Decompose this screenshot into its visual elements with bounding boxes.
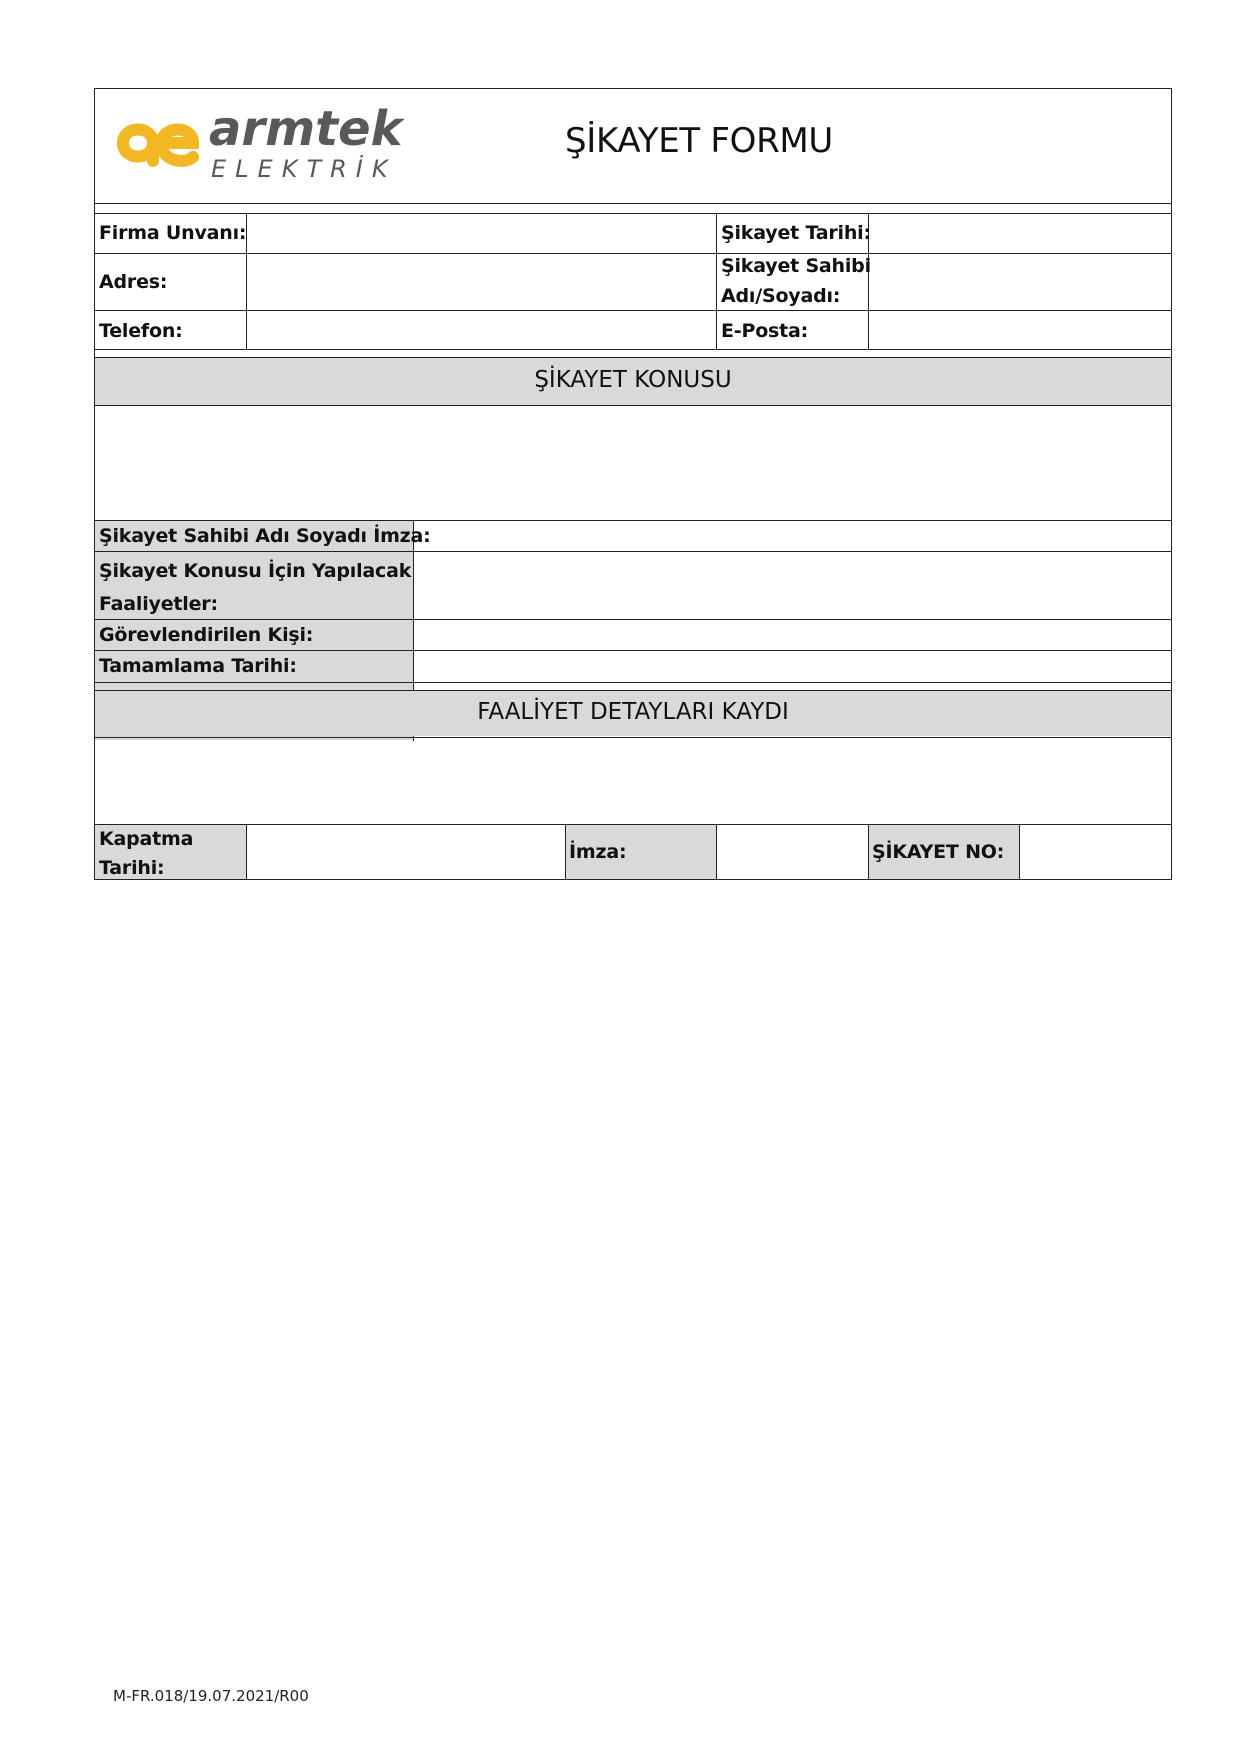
faaliyet-detaylari-header (95, 691, 1171, 736)
sikayet-konusu-field[interactable] (95, 407, 1171, 519)
gorevlendirilen-kisi-label: Görevlendirilen Kişi: (99, 624, 314, 646)
adres-field[interactable] (248, 255, 714, 309)
tamamlama-tarihi-field[interactable] (415, 652, 1171, 681)
e-posta-field[interactable] (870, 312, 1171, 348)
telefon-label: Telefon: (99, 320, 183, 342)
sikayet-no-label: ŞİKAYET NO: (872, 841, 1005, 863)
sikayet-sahibi-label-line2: Adı/Soyadı: (721, 285, 841, 307)
form-title: ŞİKAYET FORMU (565, 121, 834, 161)
logo-mark-icon (113, 103, 413, 183)
gorevlendirilen-kisi-field[interactable] (415, 621, 1171, 649)
sikayet-sahibi-imza-label: Şikayet Sahibi Adı Soyadı İmza: (99, 525, 431, 547)
firma-unvani-field[interactable] (248, 215, 714, 252)
kapatma-tarihi-field[interactable] (248, 826, 564, 878)
document-code: M-FR.018/19.07.2021/R00 (113, 1687, 309, 1705)
sikayet-sahibi-field[interactable] (870, 255, 1171, 309)
faaliyet-detaylari-field[interactable] (95, 739, 1171, 823)
imza-label: İmza: (569, 841, 627, 863)
firma-unvani-label: Firma Unvanı: (99, 222, 247, 244)
e-posta-label: E-Posta: (721, 320, 809, 342)
yapilacak-faaliyetler-label-line1: Şikayet Konusu İçin Yapılacak (99, 560, 412, 582)
sikayet-sahibi-imza-field[interactable] (415, 522, 1171, 550)
imza-field[interactable] (718, 826, 867, 878)
sikayet-tarihi-field[interactable] (870, 215, 1171, 252)
yapilacak-faaliyetler-label-line2: Faaliyetler: (99, 593, 218, 615)
logo-brand-text: armtek (209, 103, 403, 157)
sikayet-no-field[interactable] (1021, 826, 1171, 878)
sikayet-sahibi-label-line1: Şikayet Sahibi (721, 255, 871, 277)
adres-label: Adres: (99, 271, 168, 293)
kapatma-tarihi-label-line2: Tarihi: (99, 857, 165, 879)
sikayet-tarihi-label: Şikayet Tarihi: (721, 222, 871, 244)
complaint-form (94, 88, 1172, 880)
telefon-field[interactable] (248, 312, 714, 348)
faaliyet-detaylari-title: FAALİYET DETAYLARI KAYDI (477, 699, 789, 725)
tamamlama-tarihi-label: Tamamlama Tarihi: (99, 655, 297, 677)
sikayet-konusu-title: ŞİKAYET KONUSU (534, 367, 732, 393)
kapatma-tarihi-label-line1: Kapatma (99, 828, 194, 850)
company-logo (113, 103, 413, 183)
sikayet-konusu-header (95, 358, 1171, 405)
logo-sub-text: ELEKTRİK (211, 155, 397, 183)
yapilacak-faaliyetler-field[interactable] (415, 553, 1171, 618)
